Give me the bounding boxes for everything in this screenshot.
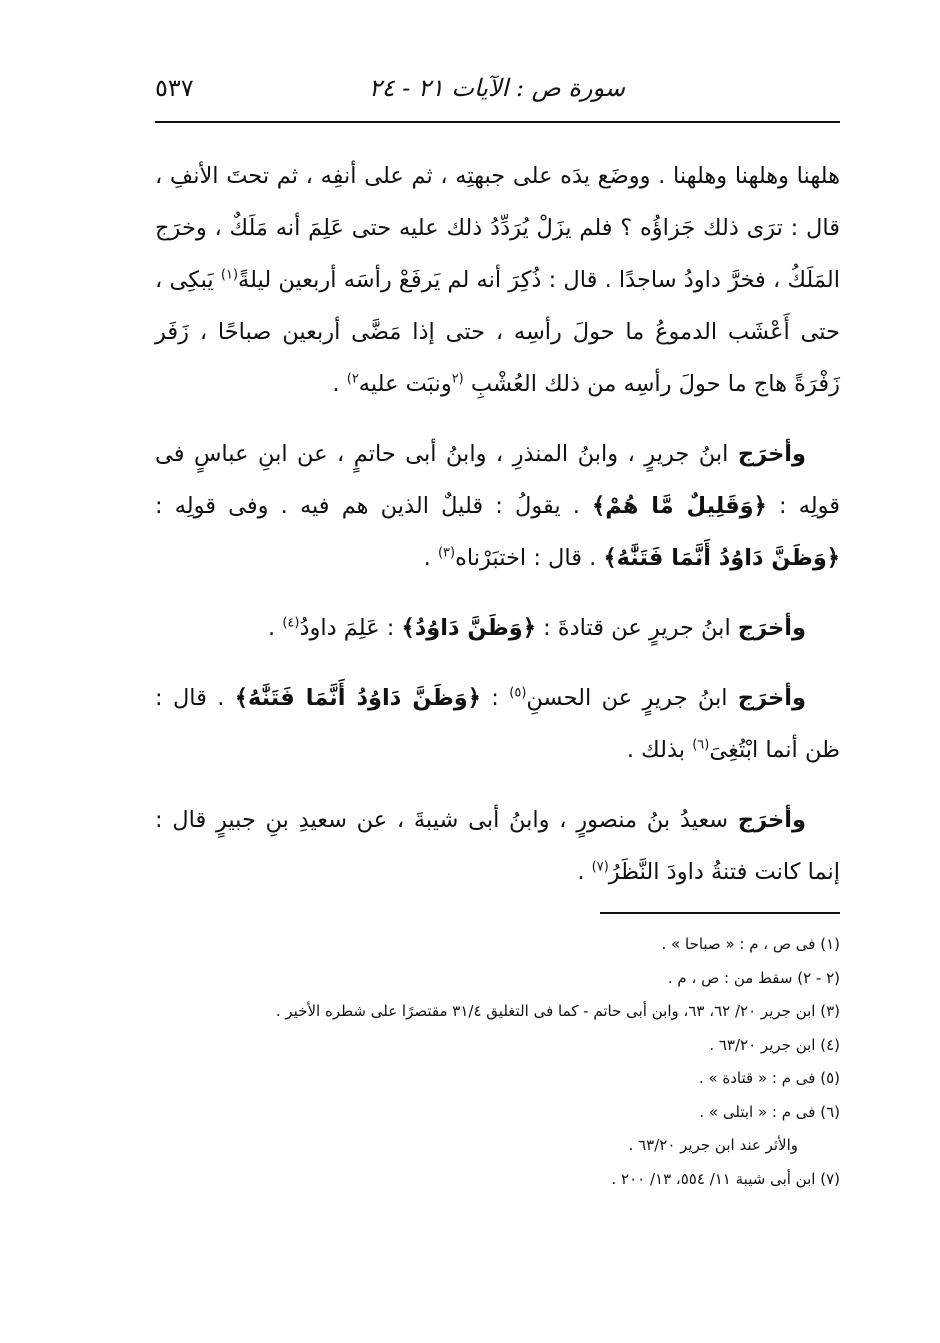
quran-quote: ﴿وَقَلِيلٌ مَّا هُمْ﴾ [592,493,767,519]
page-header [155,68,840,108]
lead-word: وأخرَج [737,441,806,467]
quran-quote: ﴿وَظَنَّ دَاوُدُ أَنَّمَا فَتَنَّٰهُ﴾ [234,685,481,711]
footnote-ref-5[interactable]: (٥) [509,685,527,701]
footnote-4: (٤) ابن جرير ٦٣/٢٠ . [709,1035,840,1054]
page-number: ٥٣٧ [155,74,194,102]
footnote-5: (٥) فى م : « قتادة » . [698,1069,840,1087]
lead-word: وأخرَج [737,685,806,711]
footnote-1: (١) فى ص ، م : « صباحا » . [661,935,840,953]
footnotes [155,928,840,1196]
paragraph-5: وأخرَج سعيدُ بنُ منصورٍ ، وابنُ أبى شيبةَ ، عن سعيدِ بنِ جبيرٍ قال : إنما كانت فتنةُ داودَ النَّظَرُ$^{(٧)}$ . [155,807,840,885]
footnote-ref-2-open[interactable]: (٢ [451,371,464,387]
footnote-6: (٦) فى م : « ابتلى » . [699,1102,840,1121]
footnote-ref-6[interactable]: (٦) [692,737,710,753]
footnote-ref-1[interactable]: (١) [220,267,239,283]
paragraph-4: وأخرَج ابنُ جريرٍ عن الحسنِ$^{(٥)}$ : ﴿وَظَنَّ دَاوُدُ أَنَّمَا فَتَنَّٰهُ﴾ . قال : ظن أنما ابْتُغِىَ$^{(٦)}$ بذلك . [155,685,840,763]
footnote-ref-3[interactable]: (٣) [437,545,456,561]
footnote-ref-2-close[interactable]: ٢) [346,371,359,387]
paragraph-3: وأخرَج ابنُ جريرٍ عن قتادةَ : ﴿وَظَنَّ دَاوُدُ﴾ : عَلِمَ داودُ$^{(٤)}$ . [268,615,806,641]
footnote-2: (٢ - ٢) سقط من : ص ، م . [667,968,840,987]
footnote-7: (٧) ابن أبى شيبة ١١/ ٥٥٤، ١٣/ ٢٠٠ . [611,1169,840,1188]
footnote-rule [600,912,840,914]
footnote-ref-4[interactable]: (٤) [282,615,300,631]
paragraph-1: هلهنا وهلهنا وهلهنا . ووضَع يدَه على جبهتِه ، ثم على أنفِه ، ثم تحتَ الأنفِ ، قال : ترَى ذلك جَزاؤُه ؟ فلم يزَلْ يُرَدِّدُ ذلك عليه حتى عَلِمَ أنه مَلَكٌ ، وخرَج المَلَكُ ، فخرَّ داودُ ساجدًا . قال : ذُكِرَ أنه لم يَرفَعْ رأسَه أربعين ليلةً$^{(١)}$ يَبكِى ، حتى أَعْشَب الدموعُ ما حولَ رأسِه ، حتى إذا مَضَّى أربعين صباحًا ، زَفَر زَفْرَةً هاج ما حولَ رأسِه من ذلك العُشْبِ $^{(٢}$ونبَت عليه$^{٢)}$ . [155,163,840,397]
main-text [155,150,840,916]
lead-word: وأخرَج [737,807,806,833]
footnote-ref-7[interactable]: (٧) [591,859,609,875]
quran-quote: ﴿وَظَنَّ دَاوُدُ أَنَّمَا فَتَنَّٰهُ﴾ [603,545,840,571]
quran-quote: ﴿وَظَنَّ دَاوُدُ﴾ [401,615,536,641]
footnote-3: (٣) ابن جرير ٢٠/ ٦٢، ٦٣، وابن أبى حاتم - كما فى التغليق ٣١/٤ مقتصرًا على شطره الأخير . [275,1002,840,1020]
footnote-6-continuation: والأثر عند ابن جرير ٦٣/٢٠ . [628,1136,798,1154]
header-rule [155,121,840,123]
lead-word: وأخرَج [737,615,806,641]
running-title: سورة ص : الآيات ٢١ - ٢٤ [368,74,625,102]
paragraph-2: وأخرَج ابنُ جريرٍ ، وابنُ المنذرِ ، وابنُ أبى حاتمٍ ، عن ابنِ عباسٍ فى قولِه : ﴿وَقَلِيلٌ مَّا هُمْ﴾ . يقولُ : قليلٌ الذين هم فيه . وفى قولِه : ﴿وَظَنَّ دَاوُدُ أَنَّمَا فَتَنَّٰهُ﴾ . قال : اختبَرْناه$^{(٣)}$ . [155,441,840,571]
